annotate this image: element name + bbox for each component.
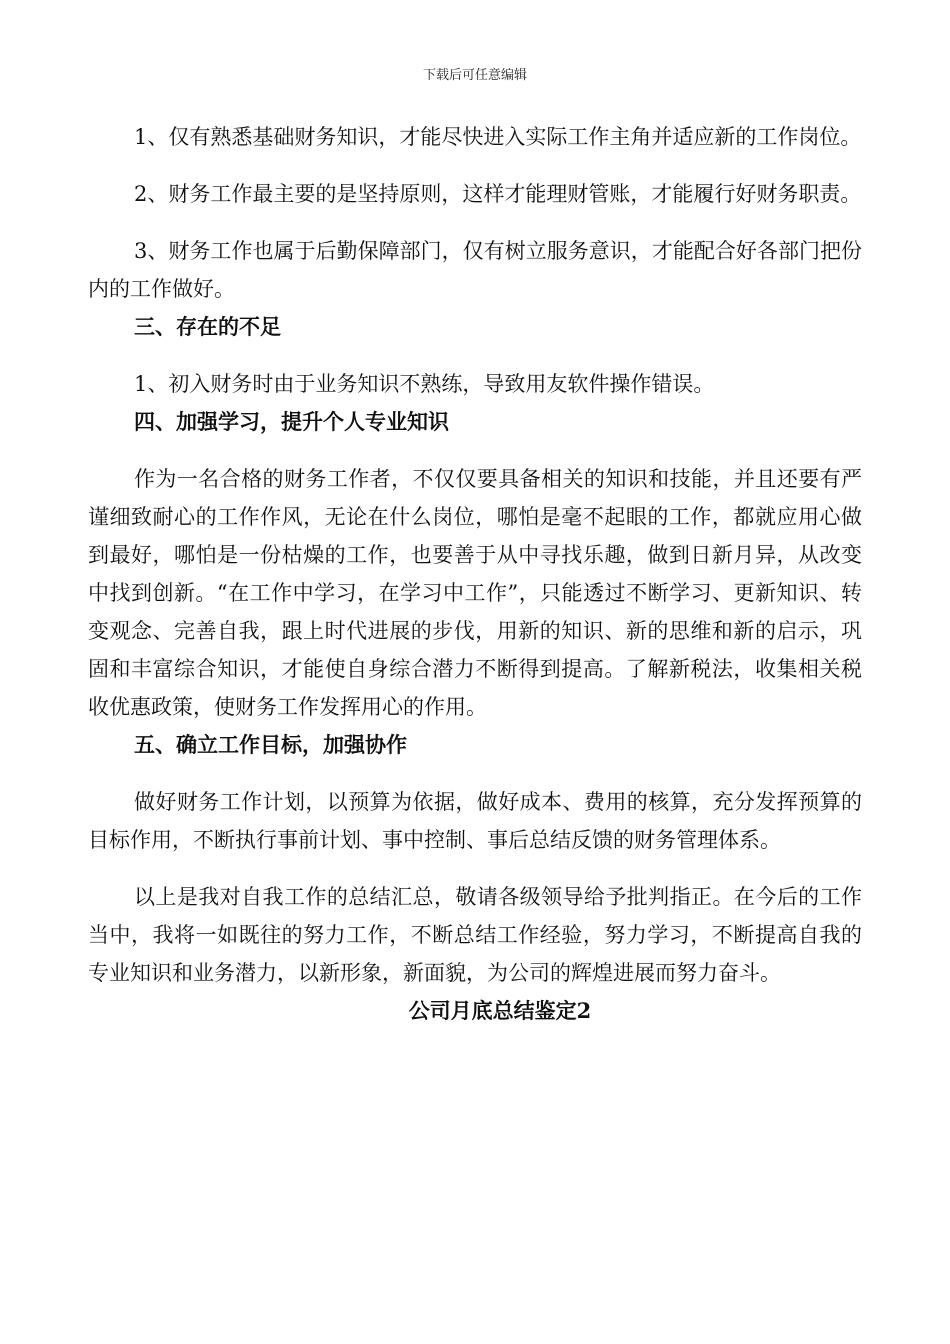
- section-heading-shortcomings: 三、存在的不足: [134, 314, 281, 339]
- shortcoming-item-1: 1、初入财务时由于业务知识不熟练，导致用友软件操作错误。: [134, 372, 715, 396]
- section-heading-study: 四、加强学习，提升个人专业知识: [134, 409, 449, 434]
- intro-point-3: 3、财务工作也属于后勤保障部门，仅有树立服务意识，才能配合好各部门把份内的工作做好。: [88, 239, 862, 301]
- next-document-title: 公司月底总结鉴定2: [408, 998, 592, 1023]
- study-paragraph: 作为一名合格的财务工作者，不仅仅要具备相关的知识和技能，并且还要有严谨细致耐心的工作作风，无论在什么岗位，哪怕是毫不起眼的工作，都就应用心做到最好，哪怕是一份枯燥的工作，也要善于从中寻找乐趣，做到日新月异，从改变中找到创新。“在工作中学习，在学习中工作”，只能透过不断学习、更新知识、转变观念、完善自我，跟上时代进展的步伐，用新的知识、新的思维和新的启示，巩固和丰富综合知识，才能使自身综合潜力不断得到提高。了解新税法，收集相关税收优惠政策，使财务工作发挥用心的作用。: [88, 467, 862, 719]
- goals-paragraph: 做好财务工作计划，以预算为依据，做好成本、费用的核算，充分发挥预算的目标作用，不断执行事前计划、事中控制、事后总结反馈的财务管理体系。: [88, 790, 862, 852]
- intro-point-2: 2、财务工作最主要的是坚持原则，这样才能理财管账，才能履行好财务职责。: [134, 182, 862, 206]
- closing-paragraph: 以上是我对自我工作的总结汇总，敬请各级领导给予批判指正。在今后的工作当中，我将一如既往的努力工作，不断总结工作经验，努力学习，不断提高自我的专业知识和业务潜力，以新形象，新面貌，为公司的辉煌进展而努力奋斗。: [88, 885, 862, 985]
- intro-point-1: 1、仅有熟悉基础财务知识，才能尽快进入实际工作主角并适应新的工作岗位。: [134, 125, 862, 149]
- document-body: [88, 118, 862, 1030]
- section-heading-goals: 五、确立工作目标，加强协作: [134, 732, 407, 757]
- header-note: 下载后可任意编辑: [422, 68, 527, 83]
